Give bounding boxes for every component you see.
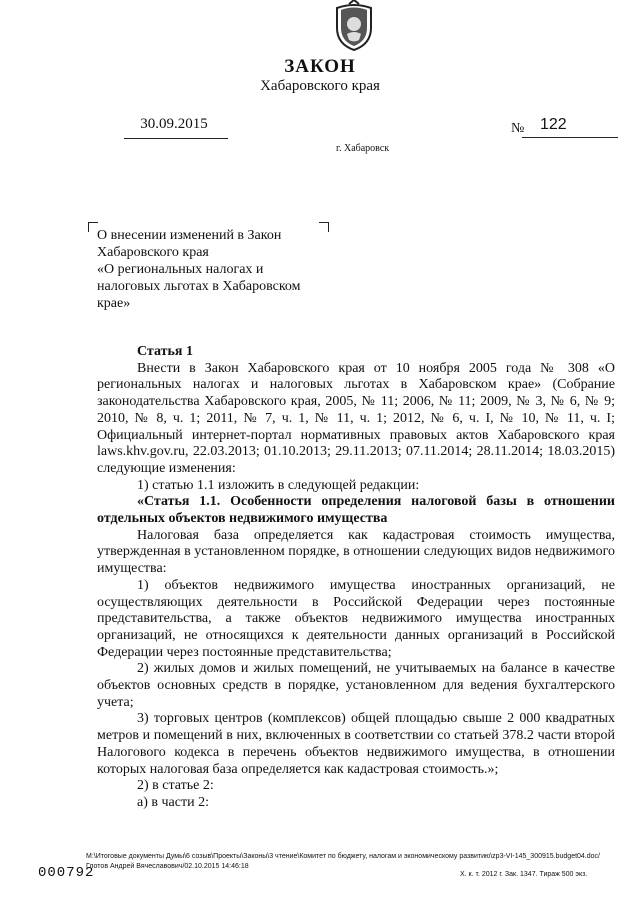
region-subtitle: Хабаровского края <box>260 78 380 94</box>
print-info: Х. к. т. 2012 г. Зак. 1347. Тираж 500 экз. <box>460 871 588 878</box>
number-sign: № <box>511 121 525 136</box>
subject-line: О внесении изменений в Закон <box>97 228 282 243</box>
number-underline <box>522 137 618 138</box>
body-paragraph: 2) жилых домов и жилых помещений, не учитываемых на балансе в качестве объектов основных средств в порядке, установленном для ведения бухгалтерского учета; <box>97 661 615 710</box>
registration-stamp: 000792 <box>38 865 95 881</box>
law-body <box>97 344 615 812</box>
city-label: г. Хабаровск <box>336 143 390 154</box>
date-underline <box>124 138 228 139</box>
article-heading: Статья 1 <box>137 344 193 359</box>
law-number: 122 <box>540 116 567 133</box>
body-paragraph: 3) торговых центров (комплексов) общей площадью свыше 2 000 квадратных метров и помещений в них, включенных в соответствии со статьей 378.2 части второй Налогового кодекса в перечень объектов недвижимого имущества, в отношении которых налоговая база определяется как кадастровая стоимость.»; <box>97 711 615 777</box>
law-subject-heading <box>97 227 311 312</box>
body-paragraph: Внести в Закон Хабаровского края от 10 ноября 2005 года № 308 «О региональных налогах и налоговых льготах в Хабаровском крае» (Собрание законодательства Хабаровского края, 2005, № 11; 2006, № 11; 2009, № 3, № 6, № 9; 2010, № 8, ч. 1; 2011, № 7, ч. 1, № 11, ч. 1; 2012, № 6, ч. I, № 10, № 11, ч. I; Официальный интернет-портал нормативных правовых актов Хабаровского края laws.khv.gov.ru, 22.03.2013; 01.10.2013; 29.11.2013; 07.11.2014; 28.11.2014; 18.03.2015) следующие изменения: <box>97 360 615 476</box>
subject-line: Хабаровского края <box>97 245 209 260</box>
subject-line: налоговых льготах в Хабаровском <box>97 279 301 294</box>
file-path-footer: M:\Итоговые документы Думы\6 созыв\Проекты\Законы\3 чтение\Комитет по бюджету, налогам и экономическому развитию\zp3-VI-145_300915.budget04.doc/Глотов Андрей Вячеславович/02.10.2015 14:46:18 <box>86 853 600 870</box>
body-paragraph: а) в части 2: <box>137 794 209 810</box>
subject-line: «О региональных налогах и <box>97 262 264 277</box>
subject-line: крае» <box>97 296 131 311</box>
coat-of-arms-emblem <box>329 0 379 52</box>
corner-bracket-right <box>319 222 329 232</box>
law-date: 30.09.2015 <box>140 116 208 132</box>
body-paragraph: 1) объектов недвижимого имущества иностранных организаций, не осуществляющих деятельности в Российской Федерации через постоянные представительства, а также объектов недвижимого имущества иностранных организаций, не относящихся к деятельности данных организаций в Российской Федерации через постоянные представительства; <box>97 577 615 660</box>
body-paragraph: 1) статью 1.1 изложить в следующей редакции: <box>137 477 420 493</box>
body-paragraph: Налоговая база определяется как кадастровая стоимость имущества, утвержденная в установленном порядке, в отношении следующих видов недвижимого имущества: <box>97 527 615 577</box>
article-title-quoted: «Статья 1.1. Особенности определения налоговой базы в отношении отдельных объектов недвижимого имущества <box>97 494 615 527</box>
body-paragraph: 2) в статье 2: <box>137 778 214 794</box>
document-type-title: ЗАКОН <box>284 56 356 77</box>
